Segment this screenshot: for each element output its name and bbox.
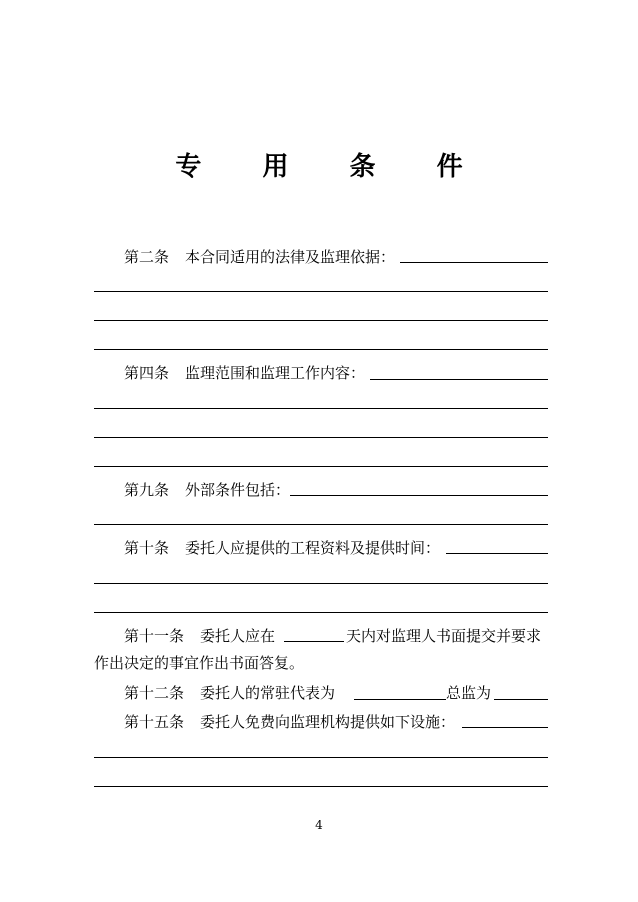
clause-4-blank[interactable] [370,379,548,380]
clause-11-text-c: 作出决定的事宜作出书面答复。 [94,654,305,672]
fill-line[interactable] [94,612,548,613]
clause-11-text-b: 天内对监理人书面提交并要求 [346,627,542,645]
clause-2-number: 第二条 [124,248,170,266]
clause-15-blank[interactable] [462,727,548,728]
clause-15 [124,713,455,731]
clause-12-text-a: 委托人的常驻代表为 [200,684,336,702]
clause-10-number: 第十条 [124,539,170,557]
clause-11-text-a: 委托人应在 [200,627,276,645]
clause-11-number: 第十一条 [124,627,185,645]
clause-10-text: 委托人应提供的工程资料及提供时间： [185,539,441,557]
clause-9-text: 外部条件包括： [185,481,291,499]
clause-2-blank[interactable] [400,262,548,263]
clause-4-text: 监理范围和监理工作内容： [185,364,366,382]
clause-2-text: 本合同适用的法律及监理依据： [185,248,396,266]
clause-10-blank[interactable] [446,553,548,554]
fill-line[interactable] [94,466,548,467]
clause-9-number: 第九条 [124,481,170,499]
clause-2 [124,248,395,266]
page-number: 4 [315,818,323,832]
fill-line[interactable] [94,320,548,321]
clause-12 [124,684,335,702]
fill-line[interactable] [94,408,548,409]
clause-11-blank-days[interactable] [284,641,344,642]
clause-15-text: 委托人免费向监理机构提供如下设施： [200,713,456,731]
clause-11 [124,627,275,645]
clause-4 [124,364,365,382]
page-title: 专 用 条 件 [175,152,489,182]
clause-12-blank-director[interactable] [494,699,548,700]
fill-line[interactable] [94,524,548,525]
clause-15-number: 第十五条 [124,713,185,731]
clause-12-blank-representative[interactable] [354,699,446,700]
clause-9 [124,481,290,499]
clause-10 [124,539,440,557]
clause-9-blank[interactable] [290,495,548,496]
fill-line[interactable] [94,583,548,584]
fill-line[interactable] [94,291,548,292]
fill-line[interactable] [94,437,548,438]
fill-line[interactable] [94,786,548,787]
fill-line[interactable] [94,349,548,350]
clause-12-text-b: 总监为 [446,684,492,702]
clause-4-number: 第四条 [124,364,170,382]
fill-line[interactable] [94,757,548,758]
clause-12-number: 第十二条 [124,684,185,702]
